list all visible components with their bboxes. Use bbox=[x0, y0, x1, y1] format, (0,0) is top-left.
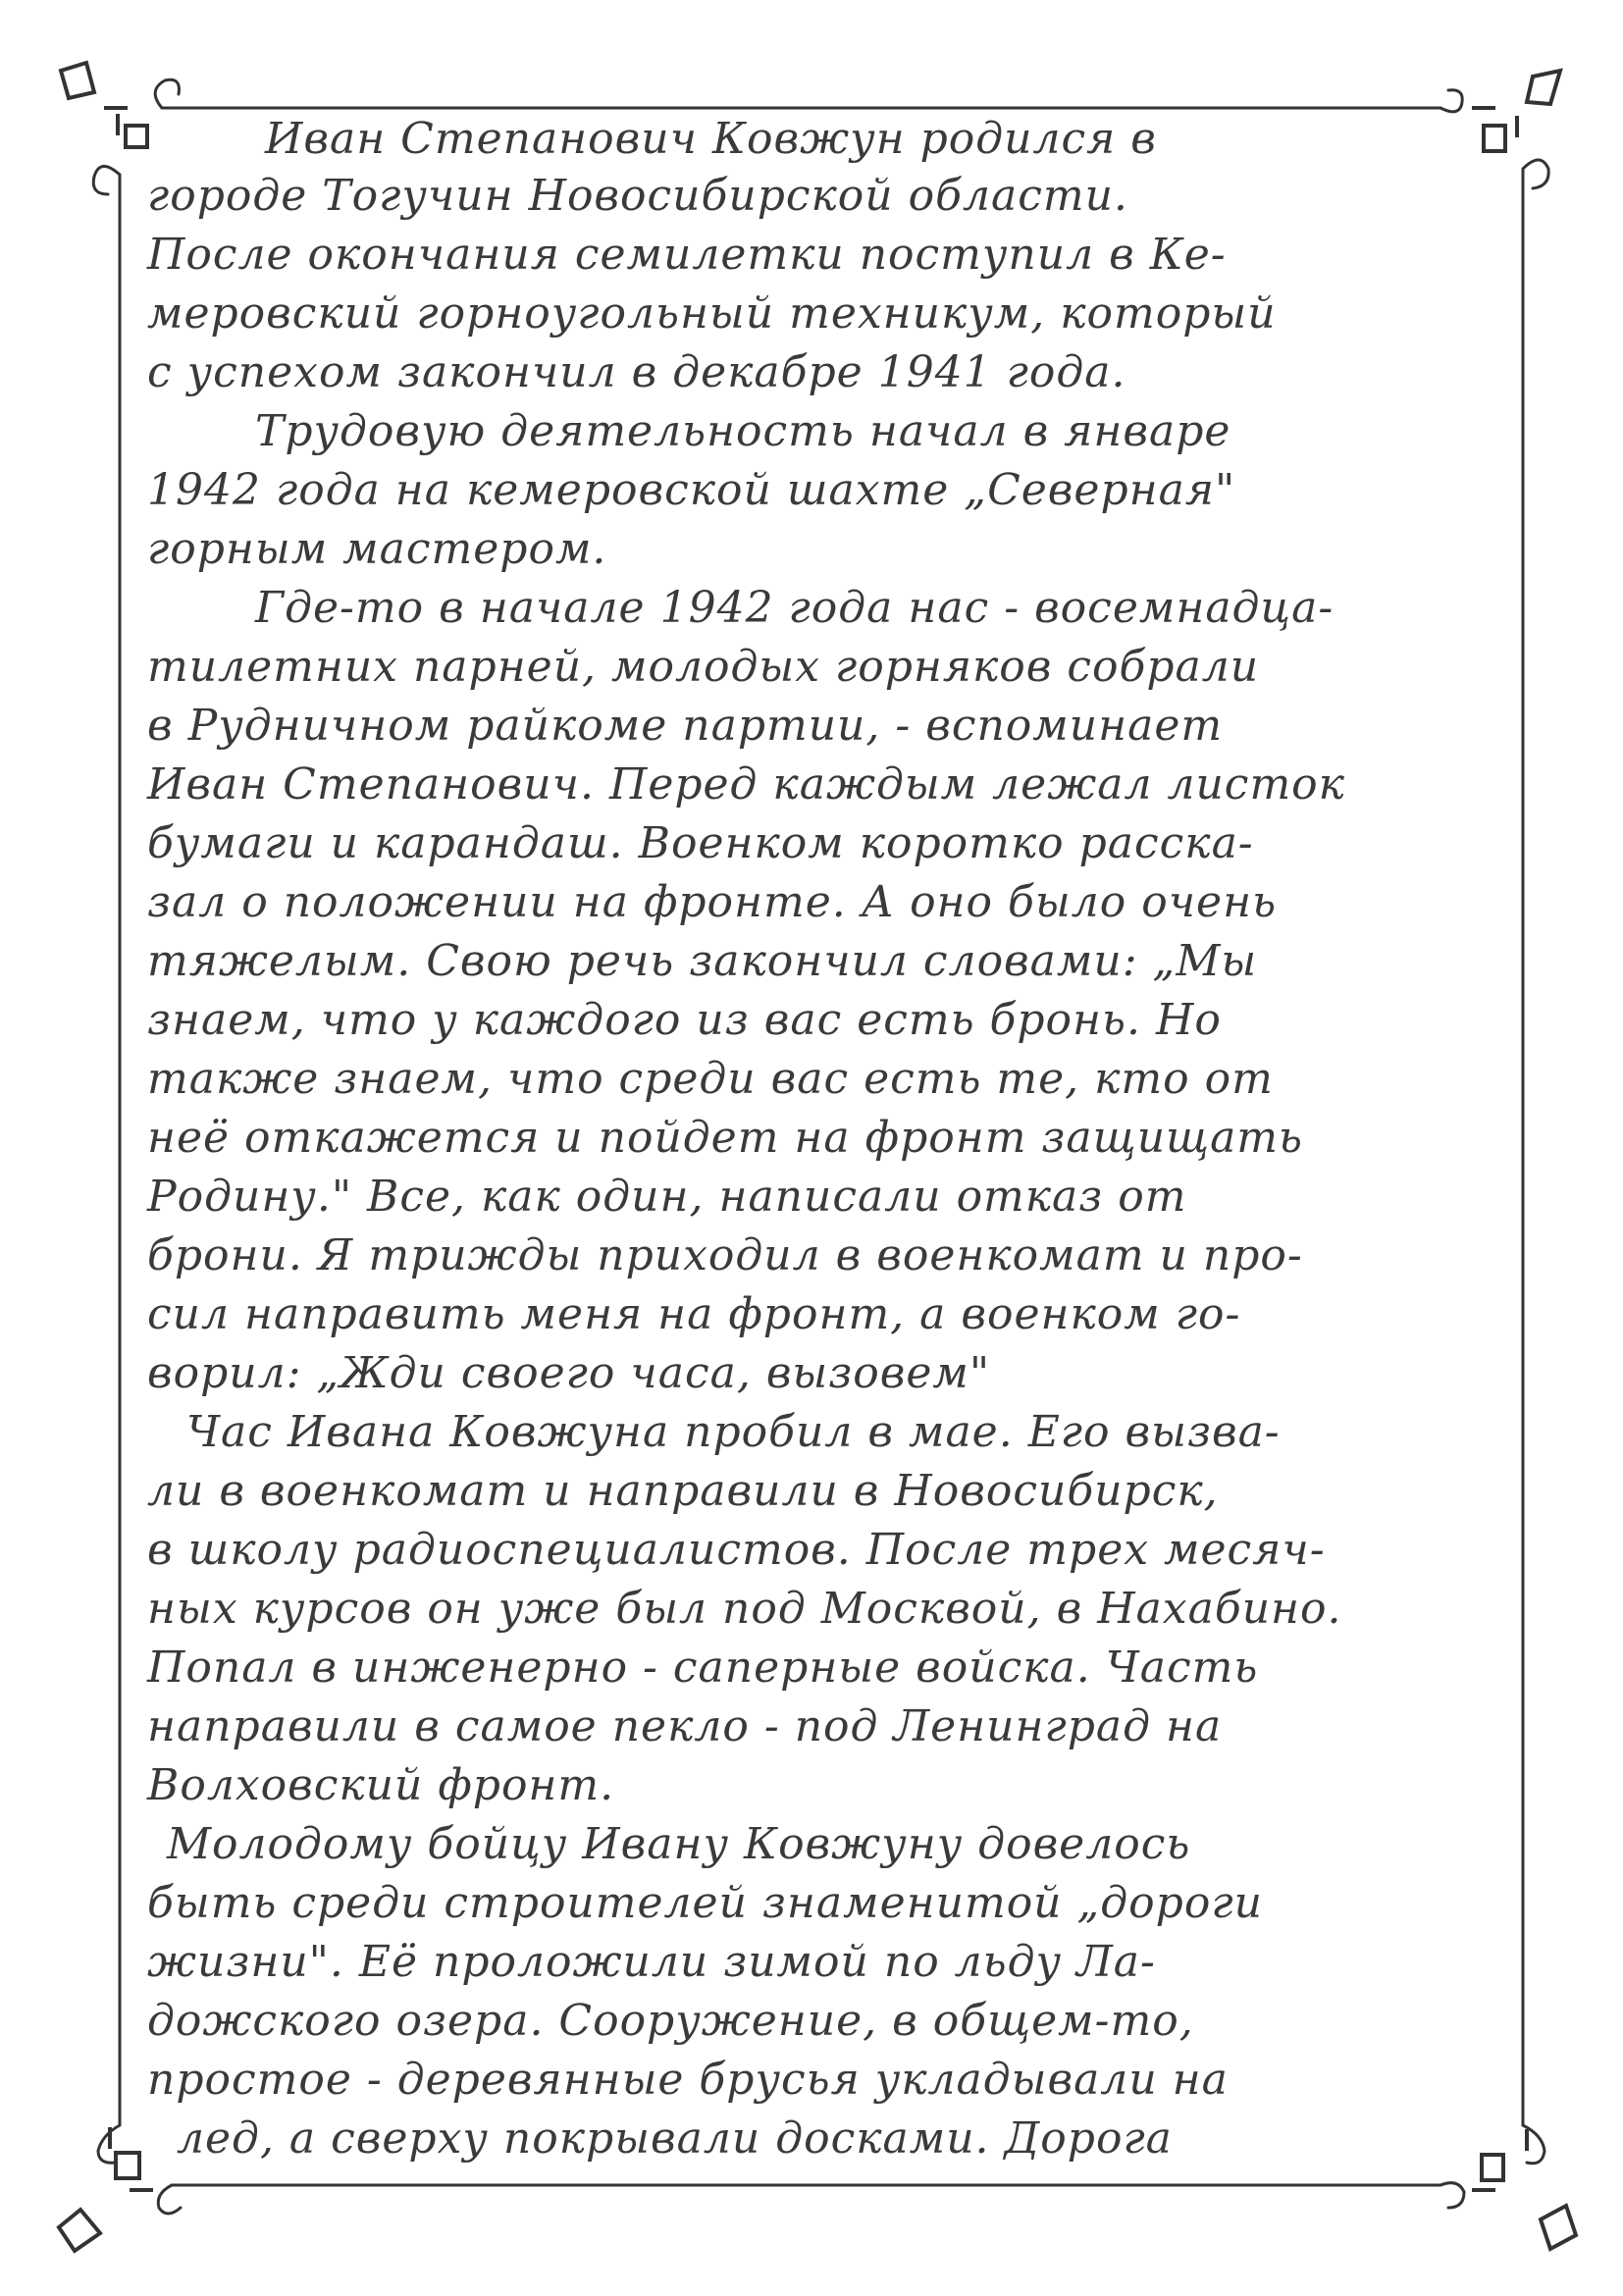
text-line: тяжелым. Свою речь закончил словами: „Мы bbox=[147, 936, 1258, 986]
text-line: Родину." Все, как один, написали отказ от bbox=[147, 1172, 1187, 1222]
text-line: в Рудничном райкоме партии, - вспоминает bbox=[147, 701, 1224, 751]
text-line: Иван Степанович Ковжун родился в bbox=[265, 114, 1157, 164]
text-line: Иван Степанович. Перед каждым лежал листок bbox=[147, 759, 1345, 809]
text-line: быть среди строителей знаменитой „дороги bbox=[147, 1878, 1263, 1928]
handwritten-text bbox=[147, 114, 1501, 2164]
text-line: городе Тогучин Новосибирской области. bbox=[147, 171, 1128, 221]
text-line: с успехом закончил в декабре 1941 года. bbox=[147, 347, 1126, 397]
text-line: знаем, что у каждого из вас есть бронь. Но bbox=[147, 995, 1222, 1045]
text-line: горным мастером. bbox=[147, 524, 607, 574]
text-line: бумаги и карандаш. Военком коротко расска- bbox=[147, 818, 1254, 868]
text-line: лед, а сверху покрывали досками. Дорога bbox=[177, 2113, 1173, 2164]
text-line: Где-то в начале 1942 года нас - восемнадца- bbox=[255, 583, 1335, 633]
text-line: ных курсов он уже был под Москвой, в Нахабино. bbox=[147, 1584, 1342, 1634]
text-line: в школу радиоспециалистов. После трех месяч- bbox=[147, 1525, 1326, 1575]
text-line: неё откажется и пойдет на фронт защищать bbox=[147, 1113, 1303, 1163]
text-line: 1942 года на кемеровской шахте „Северная" bbox=[147, 465, 1236, 515]
text-line: Час Ивана Ковжуна пробил в мае. Его вызва- bbox=[186, 1407, 1281, 1457]
text-line: направили в самое пекло - под Ленинград на bbox=[147, 1701, 1223, 1751]
text-line: ворил: „Жди своего часа, вызовем" bbox=[147, 1348, 991, 1398]
text-line: Волховский фронт. bbox=[147, 1760, 615, 1810]
text-line: Трудовую деятельность начал в январе bbox=[255, 406, 1231, 456]
text-line: сил направить меня на фронт, а военком го- bbox=[147, 1289, 1241, 1339]
text-line: Молодому бойцу Ивану Ковжуну довелось bbox=[167, 1819, 1191, 1869]
text-line: дожского озера. Сооружение, в общем-то, bbox=[147, 1996, 1194, 2046]
text-line: После окончания семилетки поступил в Ке- bbox=[147, 230, 1227, 280]
text-line: Попал в инженерно - саперные войска. Часть bbox=[147, 1643, 1259, 1693]
text-line: зал о положении на фронте. А оно было очень bbox=[147, 877, 1278, 927]
text-line: ли в военкомат и направили в Новосибирск, bbox=[147, 1466, 1219, 1516]
text-line: жизни". Её проложили зимой по льду Ла- bbox=[147, 1937, 1156, 1987]
text-line: простое - деревянные брусья укладывали на bbox=[147, 2055, 1229, 2105]
text-line: брони. Я трижды приходил в военкомат и про- bbox=[147, 1230, 1303, 1280]
text-line: тилетних парней, молодых горняков собрали bbox=[147, 642, 1260, 692]
text-line: также знаем, что среди вас есть те, кто от bbox=[147, 1054, 1274, 1104]
text-line: меровский горноугольный техникум, который bbox=[147, 288, 1277, 339]
